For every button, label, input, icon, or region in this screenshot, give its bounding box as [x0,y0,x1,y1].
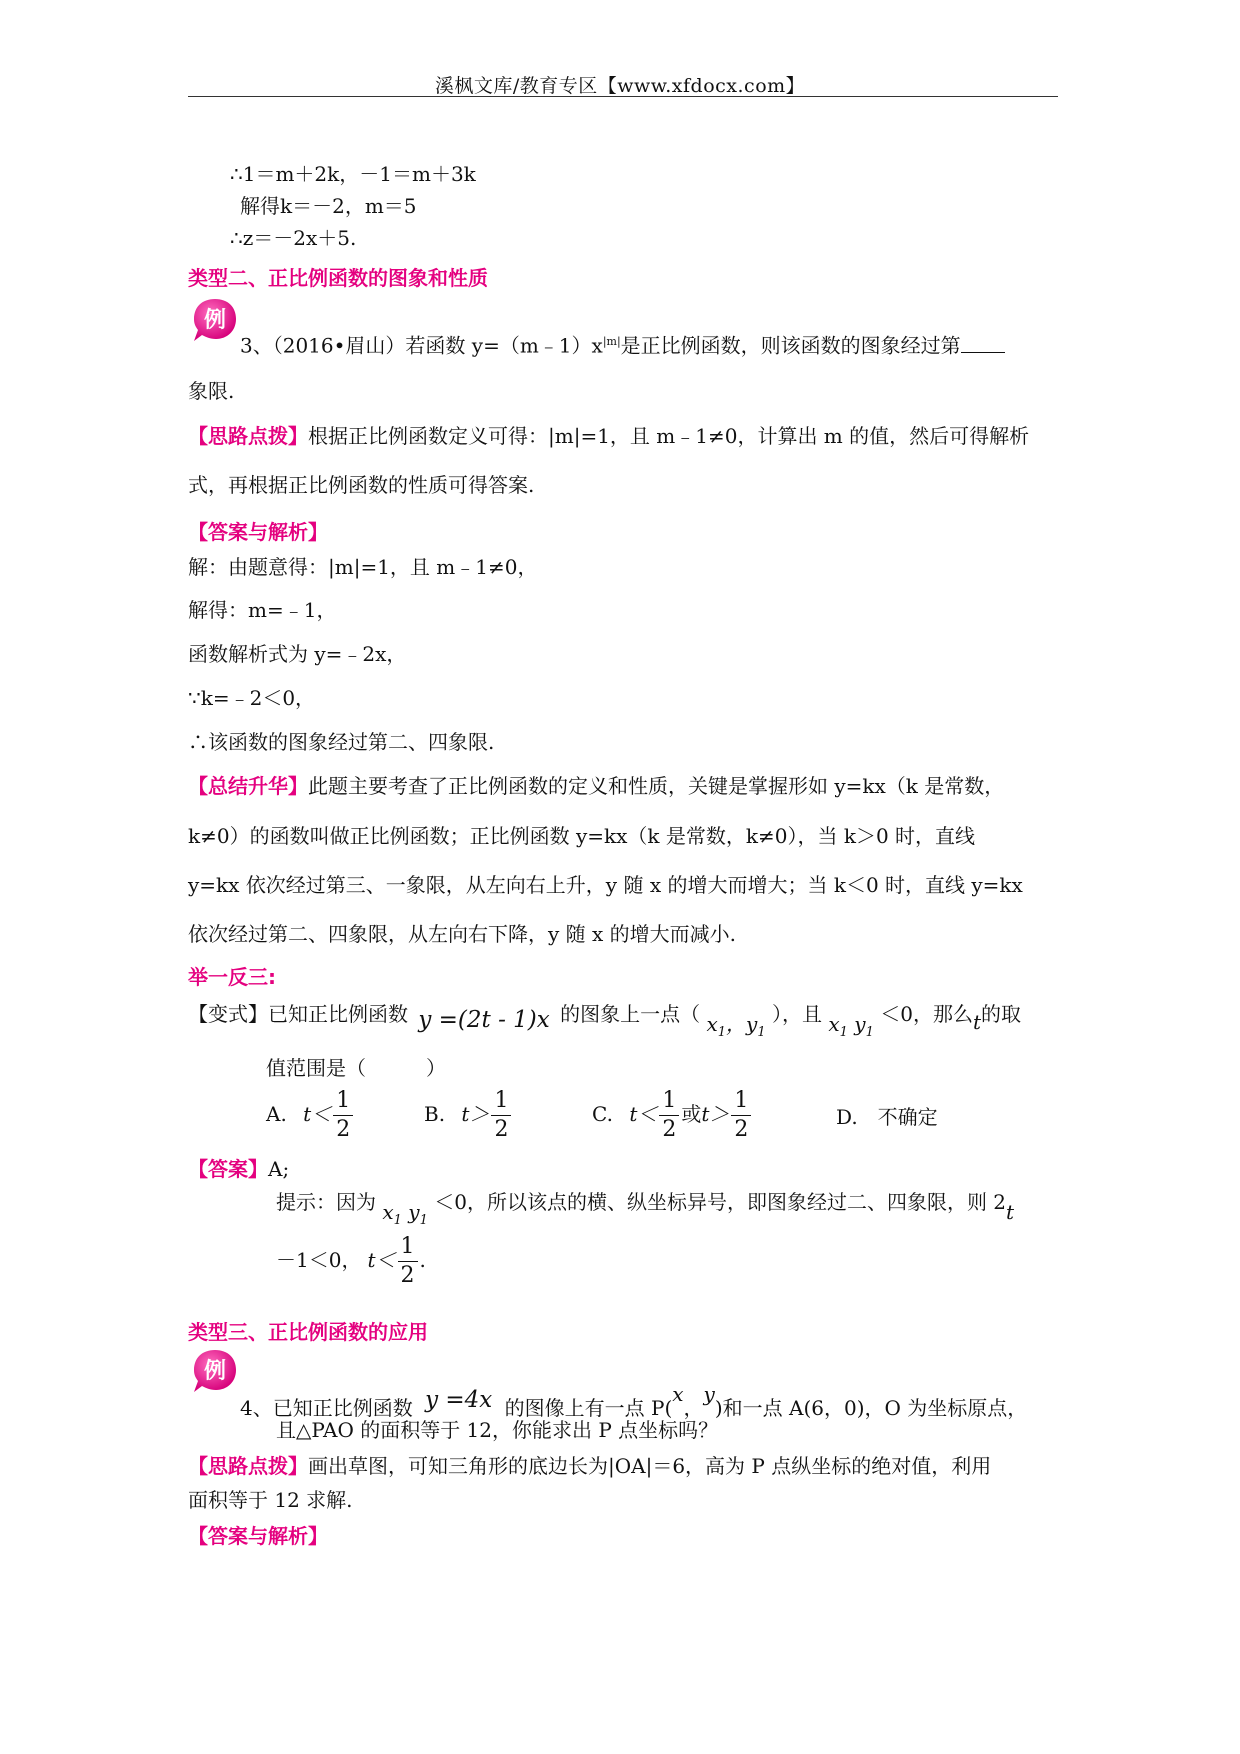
ex4-hint [188,1452,991,1480]
ex3-summary [188,772,1004,800]
practice-q-b: 的图象上一点（ [560,1002,701,1026]
section-2-title: 类型二、正比例函数的图象和性质 [188,266,488,290]
hint-label: 【思路点拨】 [188,1454,308,1478]
practice-tip-a: 提示：因为 [276,1190,376,1214]
page-header: 溪枫文库/教育专区【www.xfdocx.com】 [434,75,806,97]
ex4-function: y =4x [425,1387,493,1413]
ex3-solution-1: 解：由题意得：|m|=1，且 m﹣1≠0， [188,555,538,579]
practice-function: y =(2t - 1)x [418,1007,550,1033]
practice-q-e: 的取 [981,1002,1021,1026]
practice-answer [188,1155,289,1183]
intro-line-1: ∴1＝m＋2k，－1＝m＋3k [230,162,476,186]
ex4-question-line-2: 且△PAO 的面积等于 12，你能求出 P 点坐标吗？ [276,1418,719,1442]
answer-blank [961,334,1005,353]
ex3-hint [188,422,1029,450]
ex3-hint-line-2: 式，再根据正比例函数的性质可得答案. [188,473,535,497]
practice-question-line-2: 值范围是（ ） [266,1056,446,1080]
intro-line-3: ∴z＝－2x＋5. [230,226,357,250]
option-d[interactable]: D. 不确定 [836,1105,938,1129]
badge-label: 例 [203,1359,227,1384]
fraction-half: $\frac{1}{2}$ [659,1090,679,1141]
option-c[interactable]: C. t＜ $\frac{1}{2}$ 或t＞ $\frac{1}{2}$ [592,1090,753,1141]
practice-tip-line-2: －1＜0， t＜ $\frac{1}{2}$ . [276,1234,426,1288]
ex3-summary-line-4: 依次经过第二、四象限，从左向右下降，y 随 x 的增大而减小. [188,922,737,946]
practice-answer-value: A; [268,1157,290,1181]
answer-label: 【答案】 [188,1157,268,1181]
fraction-half: $\frac{1}{2}$ [731,1090,751,1141]
badge-label: 例 [203,308,227,333]
ex3-summary-line-3: y=kx 依次经过第三、一象限，从左向右上升，y 随 x 的增大而增大；当 k＜0 时，直线 y=kx [188,873,1023,897]
fraction-half: $\frac{1}{2}$ [333,1090,353,1141]
ex3-exponent: |m| [602,335,621,348]
ex3-question-part-b: 是正比例函数，则该函数的图象经过第 [620,333,961,358]
practice-var-t: t [972,1010,981,1034]
ex3-solution-5: ∴该函数的图象经过第二、四象限. [188,730,495,754]
example-badge-icon [190,295,240,345]
practice-question: 【变式】已知正比例函数 y =(2t - 1)x 的图象上一点（ $x_1$，$y_1$ ），且 $x_1$ $y_1 <0$，那么t的取 [188,1002,1021,1040]
option-a[interactable]: A. t＜ $\frac{1}{2}$ [266,1090,355,1141]
practice-q-c: ），且 [772,1002,822,1026]
option-c-or: 或 [681,1102,702,1126]
practice-q-a: 已知正比例函数 [268,1002,408,1026]
ex3-question-part-a: 3、（2016•眉山）若函数 y=（m﹣1）x [240,333,603,358]
ex4-question-part-b: 的图像上有一点 P( [504,1396,673,1420]
ex3-answer-label: 【答案与解析】 [188,520,328,544]
ex3-summary-line-1: 此题主要考查了正比例函数的定义和性质，关键是掌握形如 y=kx（k 是常数， [308,774,1005,798]
summary-label: 【总结升华】 [188,774,308,798]
variant-label: 【变式】 [188,1002,268,1026]
ex4-question: 4、已知正比例函数 y =4x 的图像上有一点 P(x，y)和一点 A(6，0)，O 为坐标原点， [240,1382,1028,1420]
practice-q-d: ＜0，那么 [880,1002,973,1026]
ex3-question-end: 象限. [188,379,235,403]
practice-title: 举一反三: [188,965,276,989]
ex3-solution-2: 解得：m=﹣1， [188,598,337,622]
ex3-summary-line-2: k≠0）的函数叫做正比例函数；正比例函数 y=kx（k 是常数，k≠0），当 k＞0 时，直线 [188,824,976,848]
ex3-hint-line-1: 根据正比例函数定义可得：|m|=1，且 m﹣1≠0，计算出 m 的值，然后可得解析 [308,424,1030,448]
practice-tip: 提示：因为 $x_1$ $y_1 <0$，所以该点的横、纵坐标异号，即图象经过二、四象限，则 2t [276,1190,1015,1228]
ex3-question [240,328,1005,360]
ex3-solution-4: ∵k=﹣2＜0， [188,686,316,710]
intro-line-2: 解得k＝－2，m＝5 [240,194,417,218]
option-c-letter: C. [592,1102,613,1126]
option-a-letter: A. [266,1102,287,1126]
header-rule [188,96,1058,97]
ex3-solution-3: 函数解析式为 y=﹣2x， [188,642,407,666]
section-3-title: 类型三、正比例函数的应用 [188,1320,428,1344]
ex4-hint-line-2: 面积等于 12 求解. [188,1488,353,1512]
practice-tip-c: －1＜0， [276,1248,362,1272]
hint-label: 【思路点拨】 [188,424,308,448]
ex4-question-part-a: 4、已知正比例函数 [240,1396,413,1420]
fraction-half: $\frac{1}{2}$ [398,1236,418,1287]
example-badge-icon [190,1346,240,1396]
ex4-answer-label: 【答案与解析】 [188,1524,328,1548]
practice-tip-b: ＜0，所以该点的横、纵坐标异号，即图象经过二、四象限，则 2 [434,1190,1007,1214]
option-b[interactable]: B. t＞ $\frac{1}{2}$ [424,1090,513,1141]
ex4-question-part-c: )和一点 A(6，0)，O 为坐标原点， [714,1396,1028,1420]
option-b-letter: B. [424,1102,446,1126]
fraction-half: $\frac{1}{2}$ [491,1090,511,1141]
ex4-hint-line-1: 画出草图，可知三角形的底边长为|OA|＝6，高为 P 点纵坐标的绝对值，利用 [308,1454,992,1478]
